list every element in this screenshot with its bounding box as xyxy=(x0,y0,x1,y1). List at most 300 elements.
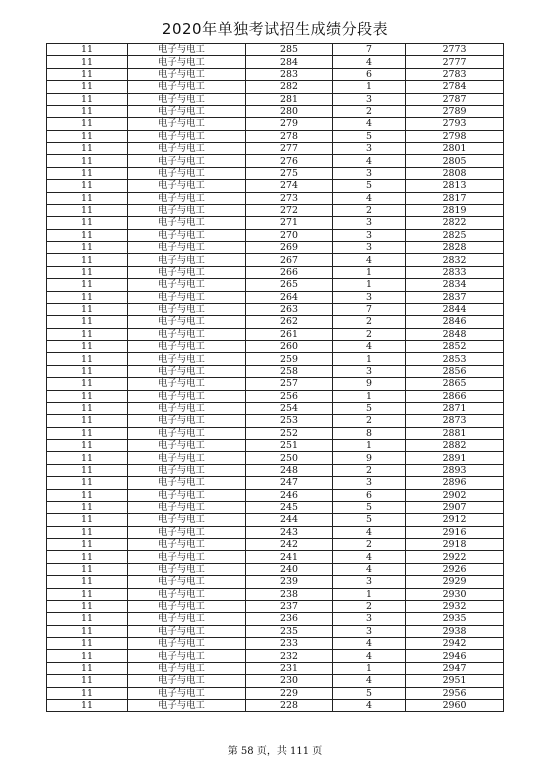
cumulative-cell: 2773 xyxy=(406,44,504,56)
score-cell: 254 xyxy=(246,402,333,414)
major-cell: 电子与电工 xyxy=(128,81,246,93)
score-cell: 276 xyxy=(246,155,333,167)
count-cell: 4 xyxy=(333,118,406,130)
score-cell: 266 xyxy=(246,266,333,278)
major-cell: 电子与电工 xyxy=(128,501,246,513)
table-row xyxy=(47,44,504,56)
major-cell: 电子与电工 xyxy=(128,143,246,155)
category-cell: 11 xyxy=(47,118,128,130)
count-cell: 4 xyxy=(333,699,406,711)
score-cell: 239 xyxy=(246,576,333,588)
major-cell: 电子与电工 xyxy=(128,625,246,637)
major-cell: 电子与电工 xyxy=(128,699,246,711)
cumulative-cell: 2819 xyxy=(406,204,504,216)
cumulative-cell: 2873 xyxy=(406,415,504,427)
table-row xyxy=(47,563,504,575)
category-cell: 11 xyxy=(47,378,128,390)
cumulative-cell: 2813 xyxy=(406,180,504,192)
category-cell: 11 xyxy=(47,279,128,291)
count-cell: 3 xyxy=(333,576,406,588)
cumulative-cell: 2960 xyxy=(406,699,504,711)
cumulative-cell: 2956 xyxy=(406,687,504,699)
table-row xyxy=(47,526,504,538)
score-cell: 279 xyxy=(246,118,333,130)
count-cell: 5 xyxy=(333,180,406,192)
table-row xyxy=(47,93,504,105)
major-cell: 电子与电工 xyxy=(128,341,246,353)
score-cell: 250 xyxy=(246,452,333,464)
table-row xyxy=(47,699,504,711)
count-cell: 1 xyxy=(333,279,406,291)
category-cell: 11 xyxy=(47,662,128,674)
table-row xyxy=(47,687,504,699)
score-cell: 232 xyxy=(246,650,333,662)
score-cell: 269 xyxy=(246,242,333,254)
major-cell: 电子与电工 xyxy=(128,279,246,291)
score-cell: 273 xyxy=(246,192,333,204)
major-cell: 电子与电工 xyxy=(128,204,246,216)
table-row xyxy=(47,143,504,155)
cumulative-cell: 2926 xyxy=(406,563,504,575)
score-cell: 233 xyxy=(246,638,333,650)
major-cell: 电子与电工 xyxy=(128,613,246,625)
table-row xyxy=(47,328,504,340)
table-row xyxy=(47,452,504,464)
cumulative-cell: 2852 xyxy=(406,341,504,353)
score-cell: 261 xyxy=(246,328,333,340)
count-cell: 9 xyxy=(333,452,406,464)
count-cell: 5 xyxy=(333,130,406,142)
category-cell: 11 xyxy=(47,192,128,204)
category-cell: 11 xyxy=(47,291,128,303)
count-cell: 1 xyxy=(333,81,406,93)
cumulative-cell: 2805 xyxy=(406,155,504,167)
score-cell: 248 xyxy=(246,464,333,476)
cumulative-cell: 2801 xyxy=(406,143,504,155)
score-cell: 283 xyxy=(246,68,333,80)
major-cell: 电子与电工 xyxy=(128,551,246,563)
cumulative-cell: 2783 xyxy=(406,68,504,80)
count-cell: 3 xyxy=(333,93,406,105)
category-cell: 11 xyxy=(47,526,128,538)
major-cell: 电子与电工 xyxy=(128,180,246,192)
cumulative-cell: 2942 xyxy=(406,638,504,650)
cumulative-cell: 2828 xyxy=(406,242,504,254)
score-cell: 240 xyxy=(246,563,333,575)
cumulative-cell: 2891 xyxy=(406,452,504,464)
score-cell: 253 xyxy=(246,415,333,427)
score-cell: 241 xyxy=(246,551,333,563)
category-cell: 11 xyxy=(47,353,128,365)
cumulative-cell: 2902 xyxy=(406,489,504,501)
category-cell: 11 xyxy=(47,266,128,278)
count-cell: 3 xyxy=(333,229,406,241)
cumulative-cell: 2916 xyxy=(406,526,504,538)
cumulative-cell: 2789 xyxy=(406,105,504,117)
score-cell: 260 xyxy=(246,341,333,353)
count-cell: 1 xyxy=(333,662,406,674)
count-cell: 2 xyxy=(333,600,406,612)
category-cell: 11 xyxy=(47,563,128,575)
table-row xyxy=(47,514,504,526)
count-cell: 1 xyxy=(333,390,406,402)
category-cell: 11 xyxy=(47,415,128,427)
count-cell: 6 xyxy=(333,489,406,501)
score-cell: 263 xyxy=(246,303,333,315)
score-cell: 281 xyxy=(246,93,333,105)
count-cell: 3 xyxy=(333,477,406,489)
cumulative-cell: 2817 xyxy=(406,192,504,204)
category-cell: 11 xyxy=(47,341,128,353)
count-cell: 5 xyxy=(333,402,406,414)
count-cell: 4 xyxy=(333,341,406,353)
table-row xyxy=(47,365,504,377)
score-cell: 242 xyxy=(246,539,333,551)
cumulative-cell: 2896 xyxy=(406,477,504,489)
cumulative-cell: 2848 xyxy=(406,328,504,340)
category-cell: 11 xyxy=(47,576,128,588)
major-cell: 电子与电工 xyxy=(128,675,246,687)
score-cell: 262 xyxy=(246,316,333,328)
count-cell: 1 xyxy=(333,353,406,365)
table-row xyxy=(47,105,504,117)
major-cell: 电子与电工 xyxy=(128,155,246,167)
cumulative-cell: 2822 xyxy=(406,217,504,229)
major-cell: 电子与电工 xyxy=(128,440,246,452)
table-row xyxy=(47,662,504,674)
cumulative-cell: 2918 xyxy=(406,539,504,551)
category-cell: 11 xyxy=(47,105,128,117)
table-row xyxy=(47,477,504,489)
category-cell: 11 xyxy=(47,130,128,142)
table-row xyxy=(47,303,504,315)
major-cell: 电子与电工 xyxy=(128,402,246,414)
category-cell: 11 xyxy=(47,452,128,464)
major-cell: 电子与电工 xyxy=(128,452,246,464)
major-cell: 电子与电工 xyxy=(128,68,246,80)
category-cell: 11 xyxy=(47,402,128,414)
cumulative-cell: 2834 xyxy=(406,279,504,291)
count-cell: 4 xyxy=(333,155,406,167)
category-cell: 11 xyxy=(47,501,128,513)
major-cell: 电子与电工 xyxy=(128,563,246,575)
score-cell: 252 xyxy=(246,427,333,439)
score-cell: 280 xyxy=(246,105,333,117)
cumulative-cell: 2793 xyxy=(406,118,504,130)
category-cell: 11 xyxy=(47,539,128,551)
table-row xyxy=(47,118,504,130)
table-row xyxy=(47,588,504,600)
count-cell: 5 xyxy=(333,501,406,513)
category-cell: 11 xyxy=(47,489,128,501)
score-cell: 258 xyxy=(246,365,333,377)
score-cell: 267 xyxy=(246,254,333,266)
count-cell: 3 xyxy=(333,217,406,229)
category-cell: 11 xyxy=(47,328,128,340)
table-row xyxy=(47,155,504,167)
count-cell: 8 xyxy=(333,427,406,439)
count-cell: 4 xyxy=(333,526,406,538)
major-cell: 电子与电工 xyxy=(128,242,246,254)
score-cell: 247 xyxy=(246,477,333,489)
count-cell: 5 xyxy=(333,514,406,526)
cumulative-cell: 2932 xyxy=(406,600,504,612)
table-row xyxy=(47,402,504,414)
cumulative-cell: 2930 xyxy=(406,588,504,600)
cumulative-cell: 2777 xyxy=(406,56,504,68)
category-cell: 11 xyxy=(47,699,128,711)
table-row xyxy=(47,192,504,204)
score-cell: 274 xyxy=(246,180,333,192)
cumulative-cell: 2893 xyxy=(406,464,504,476)
major-cell: 电子与电工 xyxy=(128,588,246,600)
count-cell: 2 xyxy=(333,464,406,476)
score-cell: 256 xyxy=(246,390,333,402)
major-cell: 电子与电工 xyxy=(128,576,246,588)
category-cell: 11 xyxy=(47,514,128,526)
cumulative-cell: 2929 xyxy=(406,576,504,588)
count-cell: 1 xyxy=(333,266,406,278)
table-row xyxy=(47,242,504,254)
table-row xyxy=(47,638,504,650)
count-cell: 3 xyxy=(333,242,406,254)
score-cell: 278 xyxy=(246,130,333,142)
major-cell: 电子与电工 xyxy=(128,130,246,142)
page-title: 2020年单独考试招生成绩分段表 xyxy=(161,20,389,38)
table-row xyxy=(47,539,504,551)
score-cell: 270 xyxy=(246,229,333,241)
category-cell: 11 xyxy=(47,427,128,439)
major-cell: 电子与电工 xyxy=(128,167,246,179)
count-cell: 1 xyxy=(333,440,406,452)
major-cell: 电子与电工 xyxy=(128,303,246,315)
count-cell: 2 xyxy=(333,415,406,427)
table-row xyxy=(47,180,504,192)
score-cell: 246 xyxy=(246,489,333,501)
table-row xyxy=(47,427,504,439)
table-row xyxy=(47,464,504,476)
table-row xyxy=(47,415,504,427)
count-cell: 4 xyxy=(333,650,406,662)
category-cell: 11 xyxy=(47,588,128,600)
count-cell: 2 xyxy=(333,105,406,117)
cumulative-cell: 2784 xyxy=(406,81,504,93)
table-row xyxy=(47,167,504,179)
category-cell: 11 xyxy=(47,464,128,476)
table-row xyxy=(47,675,504,687)
table-row xyxy=(47,600,504,612)
count-cell: 3 xyxy=(333,167,406,179)
score-cell: 230 xyxy=(246,675,333,687)
category-cell: 11 xyxy=(47,316,128,328)
score-cell: 228 xyxy=(246,699,333,711)
major-cell: 电子与电工 xyxy=(128,539,246,551)
table-row xyxy=(47,68,504,80)
score-table xyxy=(46,43,504,712)
cumulative-cell: 2951 xyxy=(406,675,504,687)
score-cell: 244 xyxy=(246,514,333,526)
category-cell: 11 xyxy=(47,93,128,105)
table-row xyxy=(47,81,504,93)
cumulative-cell: 2837 xyxy=(406,291,504,303)
score-cell: 284 xyxy=(246,56,333,68)
category-cell: 11 xyxy=(47,477,128,489)
major-cell: 电子与电工 xyxy=(128,93,246,105)
category-cell: 11 xyxy=(47,254,128,266)
score-cell: 265 xyxy=(246,279,333,291)
category-cell: 11 xyxy=(47,81,128,93)
table-row xyxy=(47,650,504,662)
table-row xyxy=(47,489,504,501)
score-cell: 275 xyxy=(246,167,333,179)
cumulative-cell: 2832 xyxy=(406,254,504,266)
major-cell: 电子与电工 xyxy=(128,316,246,328)
major-cell: 电子与电工 xyxy=(128,427,246,439)
table-row xyxy=(47,440,504,452)
table-row xyxy=(47,217,504,229)
count-cell: 4 xyxy=(333,254,406,266)
count-cell: 7 xyxy=(333,303,406,315)
count-cell: 4 xyxy=(333,56,406,68)
cumulative-cell: 2853 xyxy=(406,353,504,365)
major-cell: 电子与电工 xyxy=(128,390,246,402)
major-cell: 电子与电工 xyxy=(128,328,246,340)
count-cell: 2 xyxy=(333,204,406,216)
cumulative-cell: 2856 xyxy=(406,365,504,377)
category-cell: 11 xyxy=(47,650,128,662)
cumulative-cell: 2846 xyxy=(406,316,504,328)
count-cell: 4 xyxy=(333,551,406,563)
table-row xyxy=(47,56,504,68)
table-row xyxy=(47,390,504,402)
table-row xyxy=(47,130,504,142)
major-cell: 电子与电工 xyxy=(128,254,246,266)
cumulative-cell: 2865 xyxy=(406,378,504,390)
category-cell: 11 xyxy=(47,242,128,254)
major-cell: 电子与电工 xyxy=(128,378,246,390)
category-cell: 11 xyxy=(47,56,128,68)
table-row xyxy=(47,501,504,513)
major-cell: 电子与电工 xyxy=(128,415,246,427)
score-cell: 231 xyxy=(246,662,333,674)
table-row xyxy=(47,341,504,353)
category-cell: 11 xyxy=(47,675,128,687)
score-cell: 272 xyxy=(246,204,333,216)
count-cell: 2 xyxy=(333,328,406,340)
count-cell: 2 xyxy=(333,316,406,328)
cumulative-cell: 2871 xyxy=(406,402,504,414)
cumulative-cell: 2912 xyxy=(406,514,504,526)
cumulative-cell: 2808 xyxy=(406,167,504,179)
table-row xyxy=(47,291,504,303)
major-cell: 电子与电工 xyxy=(128,650,246,662)
score-cell: 285 xyxy=(246,44,333,56)
cumulative-cell: 2844 xyxy=(406,303,504,315)
table-row xyxy=(47,378,504,390)
major-cell: 电子与电工 xyxy=(128,638,246,650)
cumulative-cell: 2866 xyxy=(406,390,504,402)
score-cell: 229 xyxy=(246,687,333,699)
cumulative-cell: 2947 xyxy=(406,662,504,674)
score-cell: 264 xyxy=(246,291,333,303)
table-row xyxy=(47,613,504,625)
category-cell: 11 xyxy=(47,625,128,637)
cumulative-cell: 2935 xyxy=(406,613,504,625)
category-cell: 11 xyxy=(47,68,128,80)
major-cell: 电子与电工 xyxy=(128,662,246,674)
major-cell: 电子与电工 xyxy=(128,365,246,377)
category-cell: 11 xyxy=(47,365,128,377)
count-cell: 5 xyxy=(333,687,406,699)
count-cell: 2 xyxy=(333,539,406,551)
table-row xyxy=(47,625,504,637)
major-cell: 电子与电工 xyxy=(128,489,246,501)
score-cell: 243 xyxy=(246,526,333,538)
category-cell: 11 xyxy=(47,600,128,612)
count-cell: 4 xyxy=(333,638,406,650)
score-cell: 236 xyxy=(246,613,333,625)
major-cell: 电子与电工 xyxy=(128,217,246,229)
major-cell: 电子与电工 xyxy=(128,464,246,476)
category-cell: 11 xyxy=(47,204,128,216)
score-cell: 257 xyxy=(246,378,333,390)
score-cell: 238 xyxy=(246,588,333,600)
score-cell: 235 xyxy=(246,625,333,637)
category-cell: 11 xyxy=(47,44,128,56)
score-table-body xyxy=(47,44,504,712)
major-cell: 电子与电工 xyxy=(128,44,246,56)
score-cell: 251 xyxy=(246,440,333,452)
major-cell: 电子与电工 xyxy=(128,514,246,526)
category-cell: 11 xyxy=(47,303,128,315)
cumulative-cell: 2946 xyxy=(406,650,504,662)
count-cell: 3 xyxy=(333,613,406,625)
cumulative-cell: 2787 xyxy=(406,93,504,105)
score-cell: 245 xyxy=(246,501,333,513)
count-cell: 4 xyxy=(333,192,406,204)
cumulative-cell: 2825 xyxy=(406,229,504,241)
major-cell: 电子与电工 xyxy=(128,687,246,699)
table-row xyxy=(47,551,504,563)
category-cell: 11 xyxy=(47,143,128,155)
cumulative-cell: 2882 xyxy=(406,440,504,452)
table-row xyxy=(47,576,504,588)
major-cell: 电子与电工 xyxy=(128,192,246,204)
cumulative-cell: 2833 xyxy=(406,266,504,278)
category-cell: 11 xyxy=(47,440,128,452)
score-cell: 277 xyxy=(246,143,333,155)
table-row xyxy=(47,266,504,278)
major-cell: 电子与电工 xyxy=(128,229,246,241)
category-cell: 11 xyxy=(47,687,128,699)
major-cell: 电子与电工 xyxy=(128,477,246,489)
table-row xyxy=(47,254,504,266)
category-cell: 11 xyxy=(47,180,128,192)
table-row xyxy=(47,316,504,328)
category-cell: 11 xyxy=(47,167,128,179)
category-cell: 11 xyxy=(47,217,128,229)
count-cell: 3 xyxy=(333,365,406,377)
cumulative-cell: 2922 xyxy=(406,551,504,563)
score-cell: 237 xyxy=(246,600,333,612)
major-cell: 电子与电工 xyxy=(128,353,246,365)
count-cell: 3 xyxy=(333,291,406,303)
cumulative-cell: 2798 xyxy=(406,130,504,142)
count-cell: 3 xyxy=(333,143,406,155)
score-cell: 259 xyxy=(246,353,333,365)
count-cell: 4 xyxy=(333,563,406,575)
count-cell: 7 xyxy=(333,44,406,56)
